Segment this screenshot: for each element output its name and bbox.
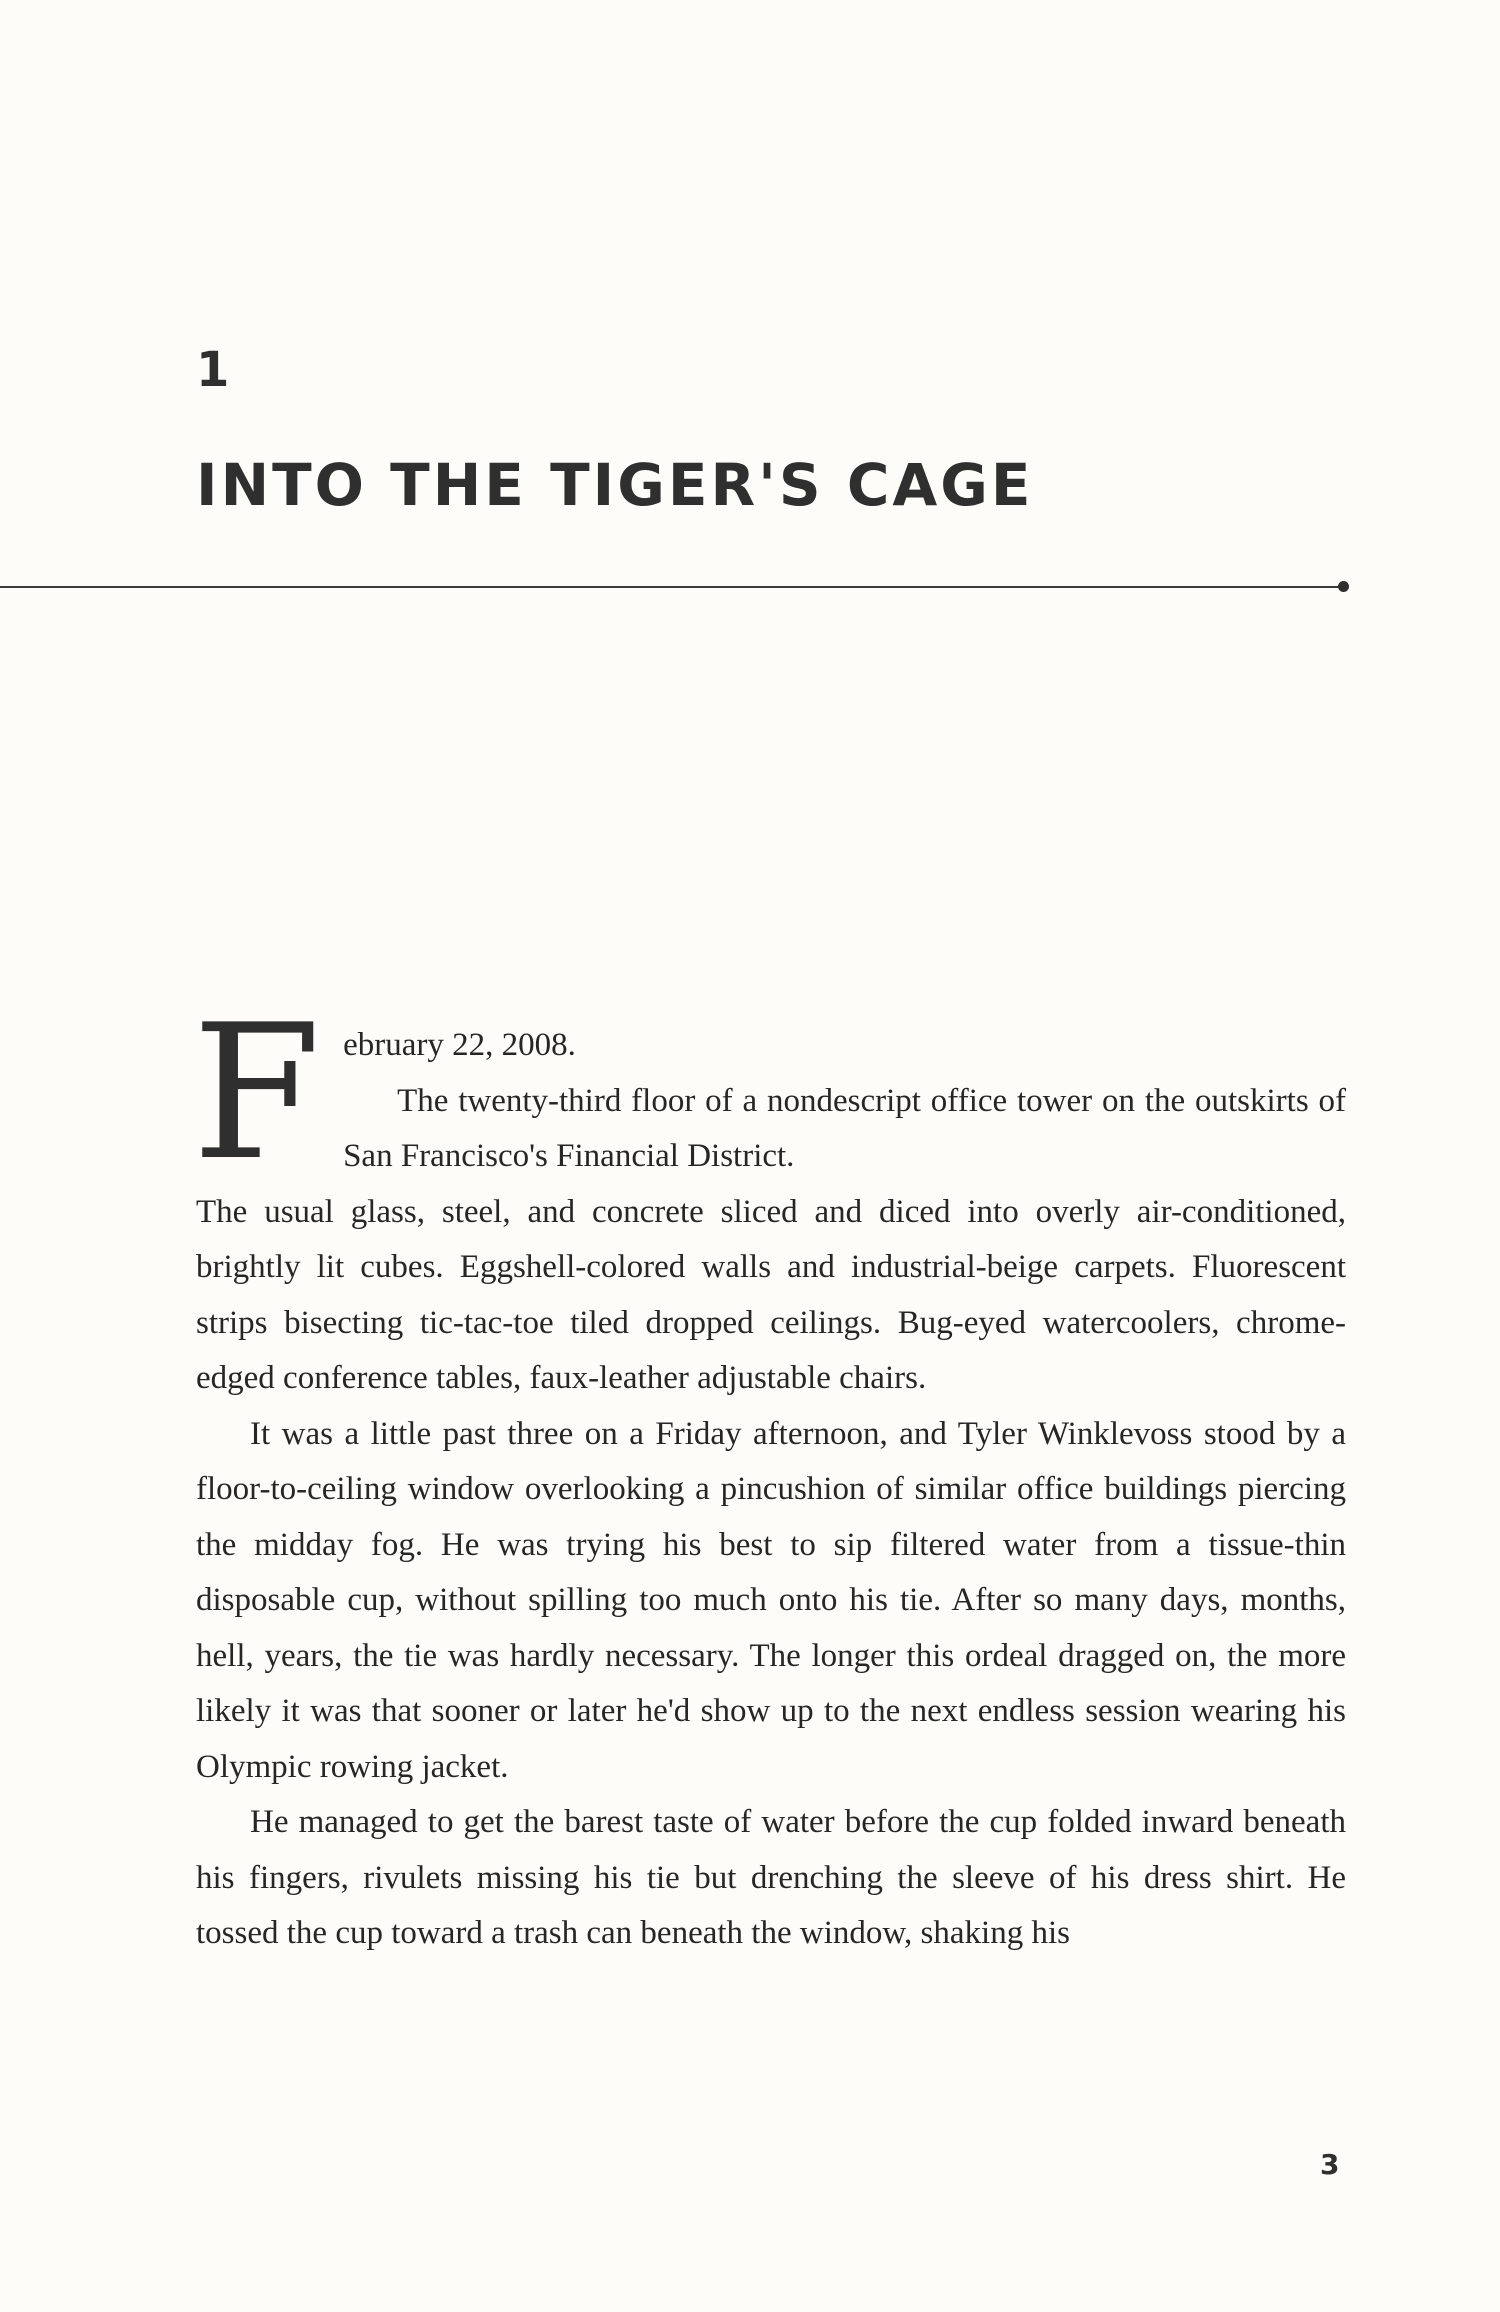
body-paragraph: He managed to get the barest taste of water before the cup folded inward beneath his fingers, rivulets missing his tie but drenching the sleeve of his dress shirt. He tossed the cup toward a trash can beneath the window, shaking his [196, 1804, 1346, 1951]
chapter-title: INTO THE TIGER'S CAGE [196, 451, 1034, 519]
chapter-number: 1 [196, 342, 230, 398]
body-paragraph: It was a little past three on a Friday afternoon, and Tyler Winklevoss stood by a floor-to-ceiling window overlooking a pincushion of similar office buildings piercing the midday fog. He was trying his best to sip filtered water from a tissue-thin disposable cup, without spilling too much onto his tie. After so many days, months, hell, years, the tie was hardly necessary. The longer this ordeal dragged on, the more likely it was that sooner or later he'd show up to the next endless session wearing his Olympic rowing jacket. [196, 1415, 1346, 1785]
drop-cap: F [192, 984, 322, 1201]
opening-date-line: ebruary 22, 2008. [343, 1027, 576, 1063]
opening-paragraph: The twenty-third floor of a nondescript office tower on the outskirts of San Francisco's Financial District. [343, 1082, 1346, 1174]
body-paragraph: The usual glass, steel, and concrete sliced and diced into overly air-conditioned, brightly lit cubes. Eggshell-colored walls and industrial-beige carpets. Fluorescent strips bisecting tic-tac-toe tiled dropped ceilings. Bug-eyed watercoolers, chrome-edged conference tables, faux-leather adjustable chairs. [196, 1193, 1346, 1396]
page-number: 3 [1320, 2148, 1340, 2181]
chapter-divider-rule [0, 586, 1340, 588]
divider-dot-icon [1338, 581, 1349, 592]
chapter-body [192, 984, 1346, 1962]
